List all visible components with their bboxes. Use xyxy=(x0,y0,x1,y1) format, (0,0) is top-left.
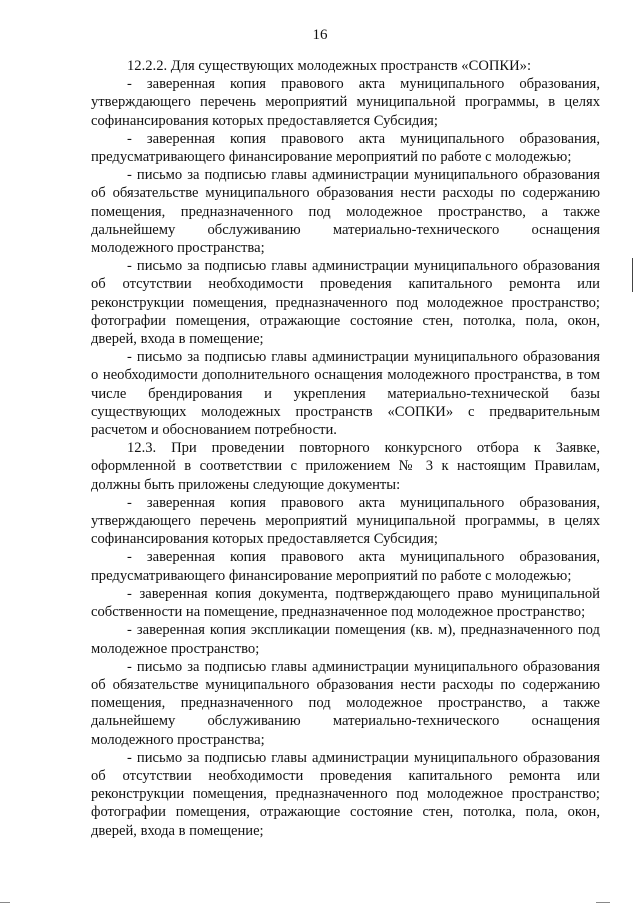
list-item: - письмо за подписью главы администрации муниципального образования об отсутствии необходимости проведения капитального ремонта или реконструкции помещения, предназначенного под молодежное пространство; фотографии помещения, отражающие состояние стен, потолка, пола, окон, дверей, входа в помещение; xyxy=(91,749,600,839)
list-item: - заверенная копия документа, подтверждающего право муниципальной собственности на помещение, предназначенное под молодежное пространство; xyxy=(91,585,600,621)
section-heading-12-2-2: 12.2.2. Для существующих молодежных пространств «СОПКИ»: xyxy=(127,58,532,74)
list-item: - заверенная копия правового акта муниципального образования, утверждающего перечень мероприятий муниципальной программы, в целях софинансирования которых предоставляется Субсидия; xyxy=(91,76,600,129)
list-item: - письмо за подписью главы администрации муниципального образования об отсутствии необходимости проведения капитального ремонта или реконструкции помещения, предназначенного под молодежное пространство; фотографии помещения, отражающие состояние стен, потолка, пола, окон, дверей, входа в помещение; xyxy=(91,258,600,348)
section-heading-12-3: 12.3. При проведении повторного конкурсного отбора к Заявке, оформленной в соответствии с приложением № 3 к настоящим Правилам, должны быть приложены следующие документы: xyxy=(91,440,600,493)
page-number: 16 xyxy=(312,27,328,43)
scan-edge-mark xyxy=(632,258,633,292)
list-item: - письмо за подписью главы администрации муниципального образования об обязательстве муниципального образования нести расходы по содержанию помещения, предназначенного под молодежное пространство, а также дальнейшему обслуживанию материально-технического оснащения молодежного пространства; xyxy=(91,658,600,748)
document-body xyxy=(91,57,600,840)
list-item: - заверенная копия правового акта муниципального образования, утверждающего перечень мероприятий муниципальной программы, в целях софинансирования которых предоставляется Субсидия; xyxy=(91,494,600,548)
scan-corner-mark-left xyxy=(0,902,10,903)
list-item: - заверенная копия правового акта муниципального образования, предусматривающего финансирование мероприятий по работе с молодежью; xyxy=(91,549,600,584)
list-item: - заверенная копия правового акта муниципального образования, предусматривающего финансирование мероприятий по работе с молодежью; xyxy=(91,130,600,166)
list-item: - письмо за подписью главы администрации муниципального образования о необходимости дополнительного оснащения молодежного пространства, в том числе брендирования и укрепления материально-технической базы существующих молодежных пространств «СОПКИ» с предварительным расчетом и обоснованием потребности. xyxy=(91,349,600,439)
list-item: - заверенная копия экспликации помещения (кв. м), предназначенного под молодежное пространство; xyxy=(91,622,600,657)
scan-corner-mark-right xyxy=(596,902,610,903)
list-item: - письмо за подписью главы администрации муниципального образования об обязательстве муниципального образования нести расходы по содержанию помещения, предназначенного под молодежное пространство, а также дальнейшему обслуживанию материально-технического оснащения молодежного пространства; xyxy=(91,167,600,257)
